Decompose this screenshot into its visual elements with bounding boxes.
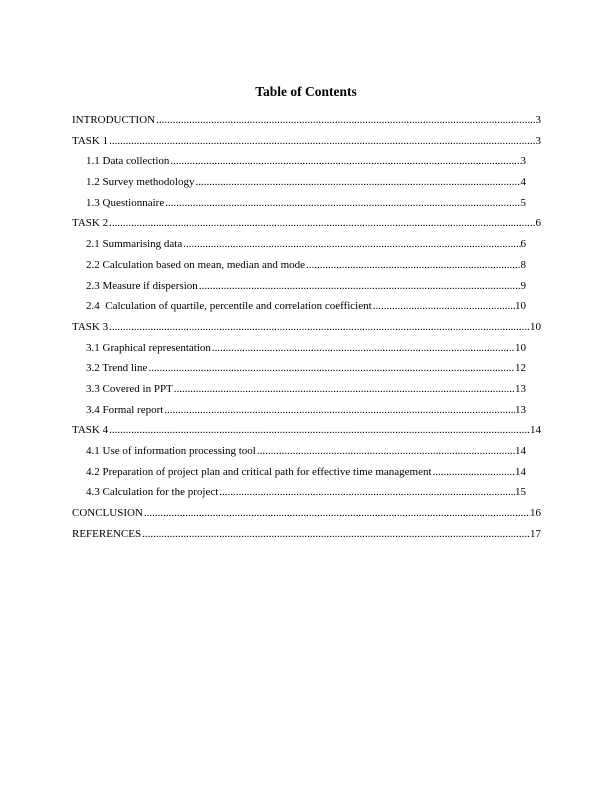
toc-entry-label: 3.1 Graphical representation xyxy=(86,341,211,354)
dot-leader xyxy=(142,527,530,541)
dot-leader xyxy=(144,506,530,520)
toc-entry-3-2[interactable] xyxy=(86,361,526,382)
toc-entry-page: 8 xyxy=(520,258,526,271)
toc-entry-label: 2.3 Measure if dispersion xyxy=(86,279,198,292)
toc-entry-1-2[interactable] xyxy=(86,175,526,196)
dot-leader xyxy=(306,258,520,272)
toc-entry-4-3[interactable] xyxy=(86,485,526,506)
toc-entry-label: 4.1 Use of information processing tool xyxy=(86,445,256,457)
toc-entry-page: 17 xyxy=(530,527,541,540)
toc-entry-page: 13 xyxy=(515,382,526,395)
toc-entry-page: 9 xyxy=(520,279,526,292)
toc-entry-page: 14 xyxy=(515,465,526,478)
toc-entry-conclusion[interactable] xyxy=(72,506,541,527)
toc-entry-3-3[interactable] xyxy=(86,382,526,403)
toc-entry-4-2[interactable] xyxy=(86,465,526,486)
toc-entry-4-1[interactable] xyxy=(86,444,526,465)
toc-entry-page: 12 xyxy=(515,362,526,375)
toc-entry-page: 14 xyxy=(515,445,526,457)
toc-entry-page: 14 xyxy=(530,424,541,437)
toc-entry-label: TASK 1 xyxy=(72,134,109,147)
toc-entry-page: 3 xyxy=(520,155,526,168)
dot-leader xyxy=(257,444,515,458)
toc-entry-page: 3 xyxy=(535,134,541,147)
toc-entry-page: 13 xyxy=(515,403,526,416)
toc-entry-references[interactable] xyxy=(72,527,541,548)
toc-entry-task-3[interactable] xyxy=(72,320,541,341)
toc-entry-page: 4 xyxy=(520,176,526,189)
toc-title: Table of Contents xyxy=(255,84,357,99)
toc-entry-page: 5 xyxy=(520,196,526,209)
toc-entry-page: 10 xyxy=(530,320,541,333)
dot-leader xyxy=(109,320,530,334)
toc-entry-introduction[interactable] xyxy=(72,113,541,134)
toc-list xyxy=(72,113,541,547)
toc-entry-3-1[interactable] xyxy=(86,341,526,362)
toc-entry-2-1[interactable] xyxy=(86,237,526,258)
toc-entry-label: 1.1 Data collection xyxy=(86,155,170,168)
dot-leader xyxy=(164,403,515,417)
toc-entry-label: 3.2 Trend line xyxy=(86,362,148,375)
toc-entry-label: 2.4 Calculation of quartile, percentile and correlation coefficient xyxy=(86,300,372,313)
toc-entry-1-3[interactable] xyxy=(86,196,526,217)
toc-entry-label: INTRODUCTION xyxy=(72,114,156,126)
dot-leader xyxy=(433,465,515,479)
toc-entry-2-4[interactable] xyxy=(86,299,526,320)
toc-entry-page: 10 xyxy=(515,300,526,313)
dot-leader xyxy=(174,382,515,396)
dot-leader xyxy=(156,113,535,127)
dot-leader xyxy=(373,299,515,313)
dot-leader xyxy=(109,423,530,437)
dot-leader xyxy=(109,134,535,148)
toc-entry-label: 1.2 Survey methodology xyxy=(86,176,195,189)
toc-entry-label: TASK 2 xyxy=(72,217,109,230)
toc-entry-label: 3.3 Covered in PPT xyxy=(86,382,173,395)
dot-leader xyxy=(199,279,521,293)
toc-entry-task-2[interactable] xyxy=(72,216,541,237)
toc-entry-page: 3 xyxy=(535,114,541,126)
toc-entry-page: 15 xyxy=(515,486,526,499)
toc-entry-label: 4.2 Preparation of project plan and critical path for effective time management xyxy=(86,465,432,478)
toc-entry-page: 6 xyxy=(520,238,526,251)
dot-leader xyxy=(183,237,520,251)
dot-leader xyxy=(195,175,520,189)
toc-entry-label: CONCLUSION xyxy=(72,507,143,520)
toc-entry-3-4[interactable] xyxy=(86,403,526,424)
toc-entry-label: 4.3 Calculation for the project xyxy=(86,486,219,499)
toc-entry-label: REFERENCES xyxy=(72,527,142,540)
dot-leader xyxy=(109,216,535,230)
dot-leader xyxy=(165,196,520,210)
toc-entry-1-1[interactable] xyxy=(86,154,526,175)
dot-leader xyxy=(212,341,515,355)
toc-entry-label: TASK 3 xyxy=(72,320,109,333)
toc-entry-label: 1.3 Questionnaire xyxy=(86,196,165,209)
toc-entry-label: TASK 4 xyxy=(72,424,109,437)
toc-entry-page: 10 xyxy=(515,341,526,354)
toc-entry-page: 16 xyxy=(530,507,541,520)
dot-leader xyxy=(170,154,520,168)
dot-leader xyxy=(148,361,515,375)
toc-entry-2-2[interactable] xyxy=(86,258,526,279)
toc-entry-task-1[interactable] xyxy=(72,134,541,155)
dot-leader xyxy=(219,485,515,499)
toc-entry-page: 6 xyxy=(535,217,541,230)
toc-entry-task-4[interactable] xyxy=(72,423,541,444)
toc-entry-label: 2.1 Summarising data xyxy=(86,238,183,251)
toc-entry-2-3[interactable] xyxy=(86,279,526,300)
toc-entry-label: 3.4 Formal report xyxy=(86,403,164,416)
toc-entry-label: 2.2 Calculation based on mean, median and mode xyxy=(86,258,306,271)
